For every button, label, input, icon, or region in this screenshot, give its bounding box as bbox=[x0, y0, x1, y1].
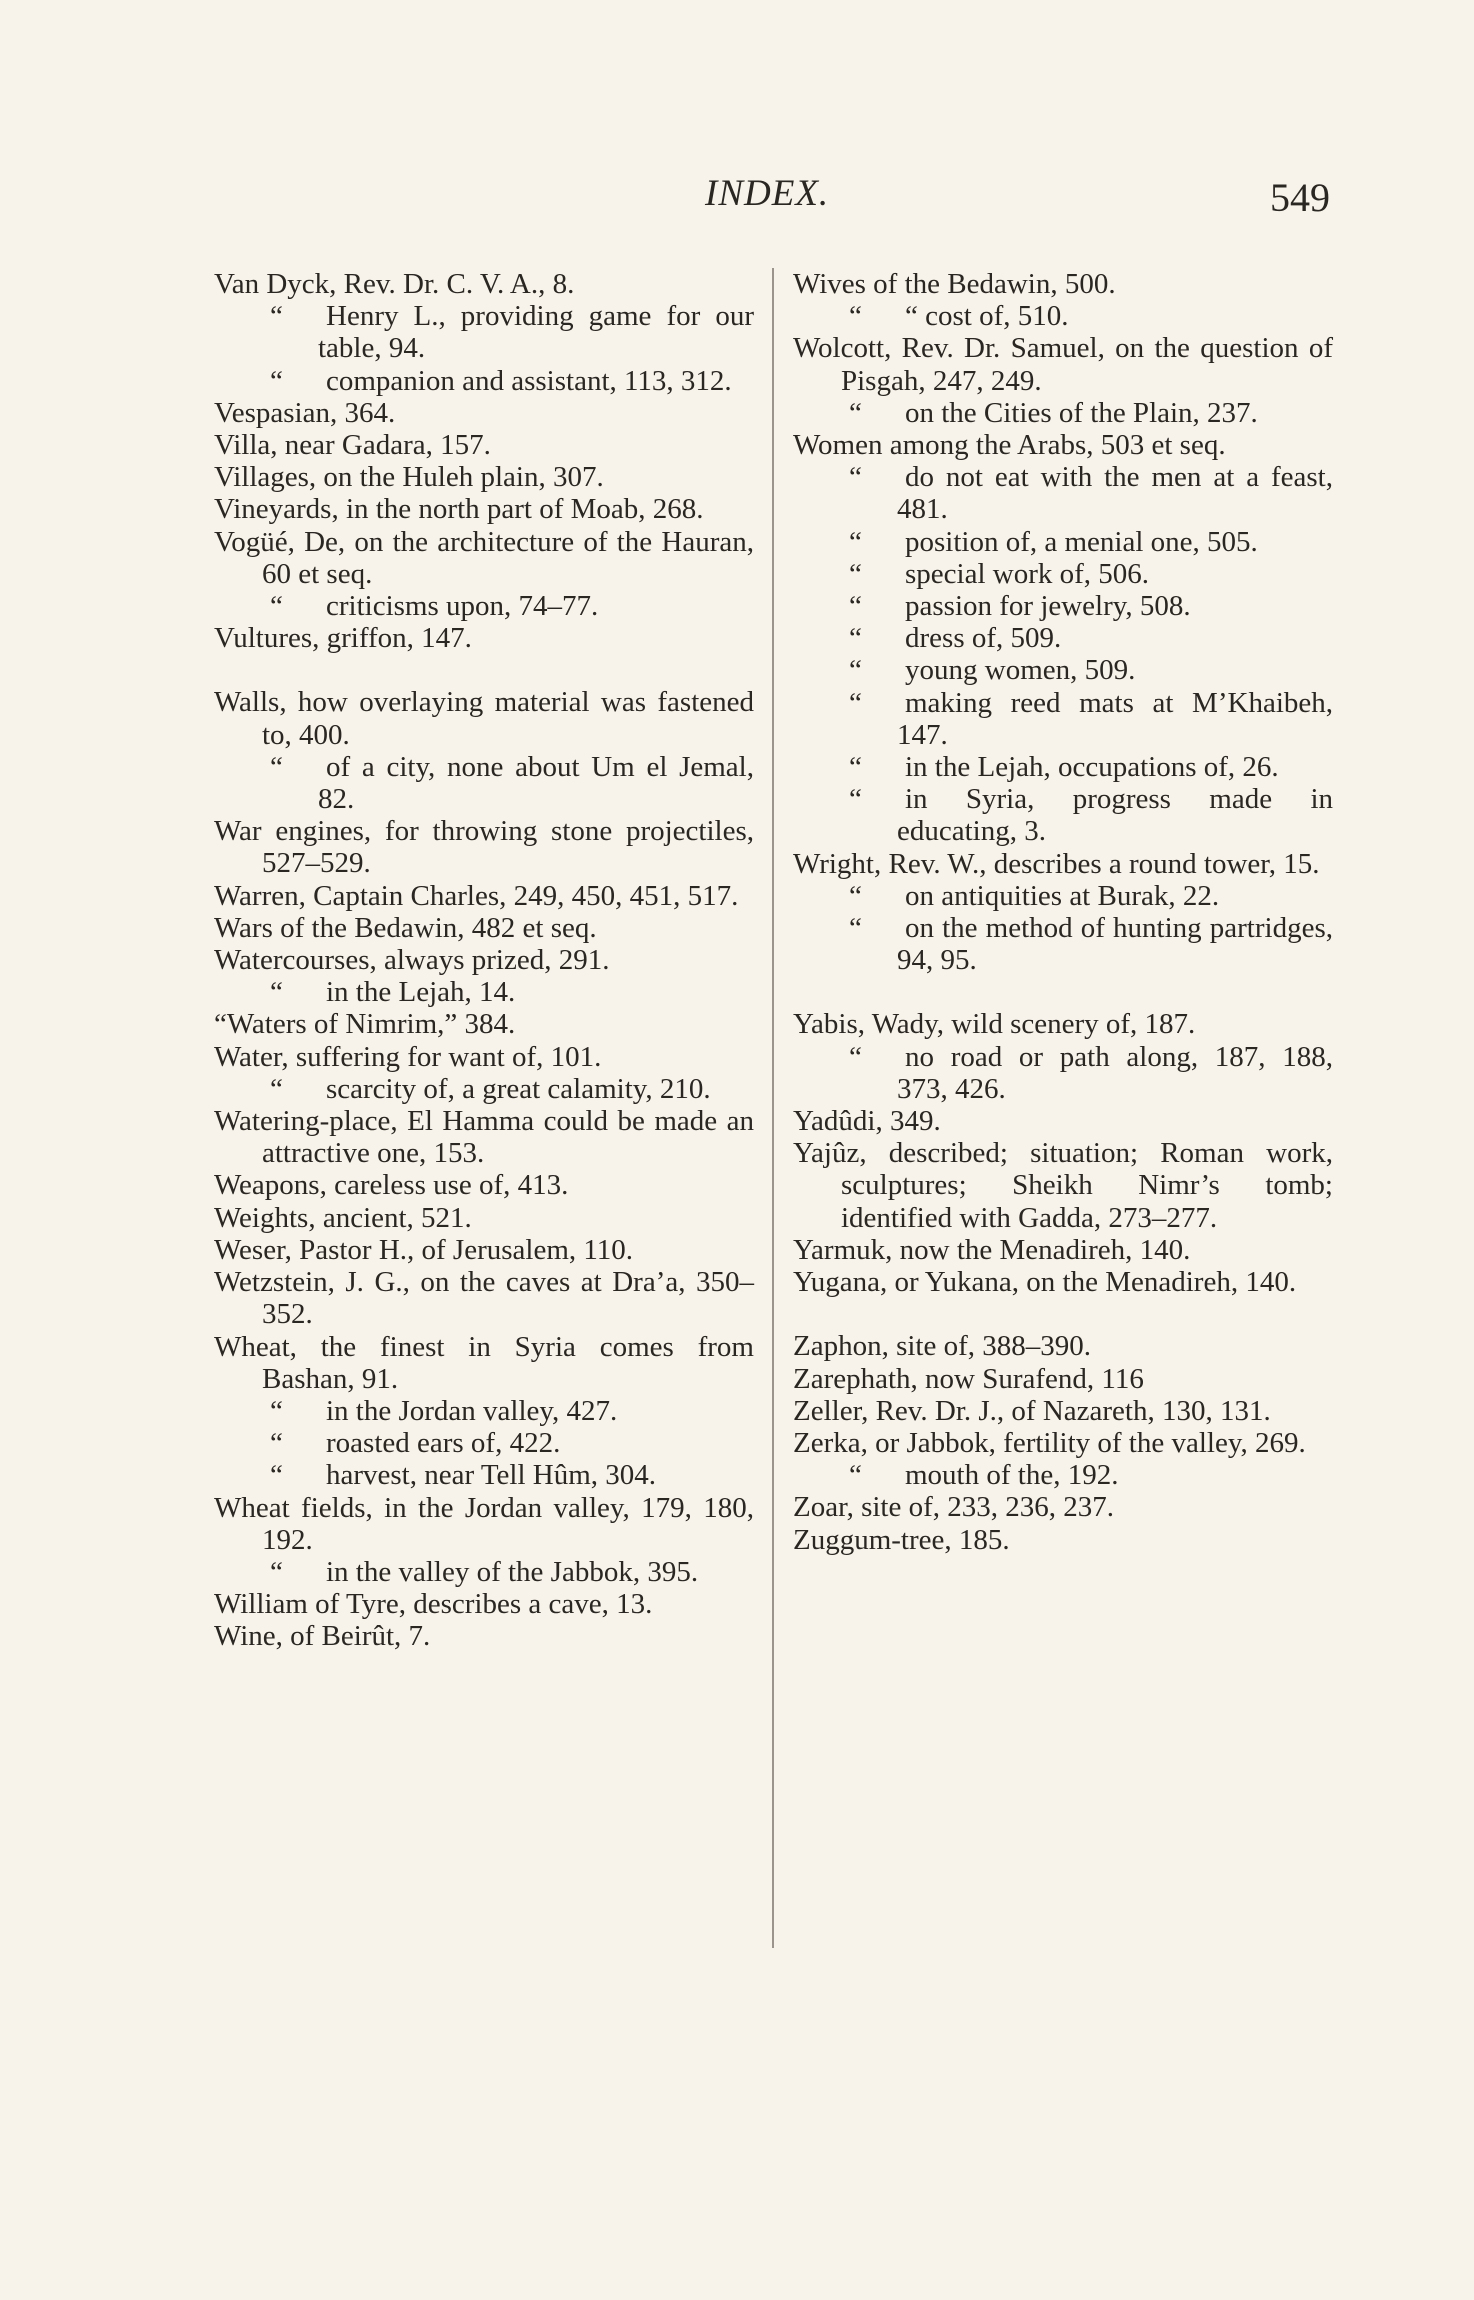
index-entry bbox=[793, 1491, 1333, 1523]
entry-text: Yabis, Wady, wild scenery of, 187. bbox=[793, 1008, 1196, 1041]
index-subentry bbox=[793, 687, 1333, 751]
entry-text: Wheat fields, in the Jordan valley, 179, 180, 192. bbox=[214, 1491, 754, 1556]
index-subentry bbox=[793, 751, 1333, 783]
entry-text: mouth of the, 192. bbox=[905, 1459, 1119, 1492]
entry-text: companion and assistant, 113, 312. bbox=[326, 364, 732, 397]
ditto-mark: “ bbox=[849, 525, 862, 558]
index-subentry bbox=[214, 976, 754, 1008]
entry-text: Wives of the Bedawin, 500. bbox=[793, 268, 1116, 300]
index-subentry bbox=[214, 1427, 754, 1459]
index-subentry bbox=[214, 1556, 754, 1588]
entry-text: Weights, ancient, 521. bbox=[214, 1201, 472, 1234]
section-gap bbox=[214, 654, 754, 686]
index-entry bbox=[214, 429, 754, 461]
entry-text: “ cost of, 510. bbox=[905, 300, 1069, 333]
entry-text: criticisms upon, 74–77. bbox=[326, 590, 599, 623]
index-subentry bbox=[793, 590, 1333, 622]
index-subentry bbox=[214, 1073, 754, 1105]
entry-text: Watering-place, El Hamma could be made an attractive one, 153. bbox=[214, 1105, 754, 1170]
entry-text: Weser, Pastor H., of Jerusalem, 110. bbox=[214, 1233, 634, 1266]
entry-text: Yajûz, described; situation; Roman work, sculptures; Sheikh Nimr’s tomb; identified with Gadda, 273–277. bbox=[793, 1137, 1333, 1234]
index-column-right bbox=[793, 268, 1333, 1556]
index-entry bbox=[793, 268, 1333, 300]
index-subentry bbox=[214, 751, 754, 815]
index-subentry bbox=[793, 912, 1333, 976]
entry-text: William of Tyre, describes a cave, 13. bbox=[214, 1588, 653, 1621]
index-entry bbox=[793, 1330, 1333, 1362]
ditto-mark: “ bbox=[270, 1394, 283, 1427]
entry-text: Walls, how overlaying material was fastened to, 400. bbox=[214, 686, 754, 751]
index-subentry bbox=[214, 365, 754, 397]
index-subentry bbox=[793, 558, 1333, 590]
index-column-left bbox=[214, 268, 754, 1653]
index-entry bbox=[214, 397, 754, 429]
index-entry bbox=[793, 332, 1333, 396]
ditto-mark: “ bbox=[849, 461, 862, 494]
entry-text: Yadûdi, 349. bbox=[793, 1105, 941, 1138]
section-gap bbox=[793, 976, 1333, 1008]
index-entry bbox=[793, 429, 1333, 461]
entry-text: Vineyards, in the north part of Moab, 268. bbox=[214, 493, 704, 526]
ditto-mark: “ bbox=[849, 622, 862, 655]
index-entry bbox=[793, 1395, 1333, 1427]
entry-text: no road or path along, 187, 188, 373, 426. bbox=[897, 1040, 1333, 1105]
ditto-mark: “ bbox=[270, 590, 283, 623]
entry-text: Zoar, site of, 233, 236, 237. bbox=[793, 1491, 1115, 1524]
ditto-mark: “ bbox=[849, 300, 862, 333]
entry-text: in the valley of the Jabbok, 395. bbox=[326, 1555, 699, 1588]
running-title: INDEX. bbox=[705, 173, 830, 214]
entry-text: harvest, near Tell Hûm, 304. bbox=[326, 1459, 657, 1492]
index-subentry bbox=[793, 526, 1333, 558]
column-divider bbox=[772, 268, 774, 1948]
entry-text: Wetzstein, J. G., on the caves at Dra’a, 350–352. bbox=[214, 1266, 754, 1331]
entry-text: Wine, of Beirût, 7. bbox=[214, 1620, 431, 1653]
entry-text: Warren, Captain Charles, 249, 450, 451, 517. bbox=[214, 879, 739, 912]
ditto-mark: “ bbox=[270, 750, 283, 783]
entry-text: in the Lejah, 14. bbox=[326, 976, 516, 1009]
ditto-mark: “ bbox=[849, 1040, 862, 1073]
index-subentry bbox=[214, 590, 754, 622]
index-entry bbox=[793, 1234, 1333, 1266]
entry-text: dress of, 509. bbox=[905, 622, 1062, 655]
entry-text: scarcity of, a great calamity, 210. bbox=[326, 1072, 711, 1105]
index-entry bbox=[214, 493, 754, 525]
entry-text: Vultures, griffon, 147. bbox=[214, 622, 472, 655]
page-header bbox=[0, 168, 1474, 228]
entry-text: Vespasian, 364. bbox=[214, 396, 396, 429]
section-gap bbox=[793, 1298, 1333, 1330]
index-entry bbox=[214, 1331, 754, 1395]
entry-text: Weapons, careless use of, 413. bbox=[214, 1169, 569, 1202]
index-subentry bbox=[214, 300, 754, 364]
ditto-mark: “ bbox=[849, 654, 862, 687]
index-entry bbox=[214, 526, 754, 590]
entry-text: making reed mats at M’Khaibeh, 147. bbox=[897, 686, 1333, 751]
entry-text: on the Cities of the Plain, 237. bbox=[905, 396, 1258, 429]
index-subentry bbox=[793, 1041, 1333, 1105]
ditto-mark: “ bbox=[849, 783, 862, 816]
index-entry bbox=[793, 1427, 1333, 1459]
index-entry bbox=[214, 1588, 754, 1620]
ditto-mark: “ bbox=[270, 1072, 283, 1105]
index-entry bbox=[793, 1105, 1333, 1137]
index-subentry bbox=[793, 654, 1333, 686]
entry-text: on the method of hunting partridges, 94, 95. bbox=[897, 912, 1333, 977]
entry-text: Zarephath, now Surafend, 116 bbox=[793, 1362, 1144, 1395]
entry-text: Zeller, Rev. Dr. J., of Nazareth, 130, 131. bbox=[793, 1394, 1271, 1427]
index-entry bbox=[793, 1363, 1333, 1395]
ditto-mark: “ bbox=[849, 1459, 862, 1492]
index-entry bbox=[793, 1137, 1333, 1234]
entry-text: Yugana, or Yukana, on the Menadireh, 140. bbox=[793, 1266, 1297, 1299]
index-entry bbox=[793, 1008, 1333, 1040]
index-subentry bbox=[793, 397, 1333, 429]
index-entry bbox=[214, 912, 754, 944]
index-entry bbox=[214, 880, 754, 912]
entry-text: Zaphon, site of, 388–390. bbox=[793, 1330, 1092, 1363]
index-entry bbox=[214, 1169, 754, 1201]
entry-text: War engines, for throwing stone projectiles, 527–529. bbox=[214, 815, 754, 880]
entry-text: in the Jordan valley, 427. bbox=[326, 1394, 618, 1427]
index-entry bbox=[214, 622, 754, 654]
entry-text: Wright, Rev. W., describes a round tower, 15. bbox=[793, 847, 1320, 880]
index-entry bbox=[214, 1008, 754, 1040]
entry-text: “Waters of Nimrim,” 384. bbox=[214, 1008, 516, 1041]
entry-text: Van Dyck, Rev. Dr. C. V. A., 8. bbox=[214, 268, 575, 300]
entry-text: Zerka, or Jabbok, fertility of the valley, 269. bbox=[793, 1426, 1306, 1459]
ditto-mark: “ bbox=[849, 590, 862, 623]
ditto-mark: “ bbox=[270, 976, 283, 1009]
entry-text: Yarmuk, now the Menadireh, 140. bbox=[793, 1233, 1191, 1266]
index-entry bbox=[214, 944, 754, 976]
index-subentry bbox=[793, 300, 1333, 332]
index-subentry bbox=[793, 880, 1333, 912]
index-entry bbox=[214, 1620, 754, 1652]
entry-text: roasted ears of, 422. bbox=[326, 1427, 561, 1460]
entry-text: special work of, 506. bbox=[905, 557, 1150, 590]
index-subentry bbox=[214, 1395, 754, 1427]
index-entry bbox=[214, 1202, 754, 1234]
entry-text: in the Lejah, occupations of, 26. bbox=[905, 751, 1279, 784]
ditto-mark: “ bbox=[849, 396, 862, 429]
ditto-mark: “ bbox=[849, 912, 862, 945]
ditto-mark: “ bbox=[849, 686, 862, 719]
index-entry bbox=[214, 268, 754, 300]
entry-text: do not eat with the men at a feast, 481. bbox=[897, 461, 1333, 526]
entry-text: Wars of the Bedawin, 482 et seq. bbox=[214, 911, 597, 944]
ditto-mark: “ bbox=[849, 751, 862, 784]
ditto-mark: “ bbox=[270, 1555, 283, 1588]
entry-text: Vogüé, De, on the architecture of the Hauran, 60 et seq. bbox=[214, 525, 754, 590]
entry-text: passion for jewelry, 508. bbox=[905, 590, 1191, 623]
entry-text: Henry L., providing game for our table, 94. bbox=[318, 300, 754, 365]
entry-text: Villages, on the Huleh plain, 307. bbox=[214, 461, 604, 494]
index-subentry bbox=[214, 1459, 754, 1491]
entry-text: Zuggum-tree, 185. bbox=[793, 1523, 1010, 1556]
index-entry bbox=[214, 1234, 754, 1266]
index-subentry bbox=[793, 783, 1333, 847]
index-entry bbox=[214, 1492, 754, 1556]
entry-text: young women, 509. bbox=[905, 654, 1136, 687]
entry-text: Wolcott, Rev. Dr. Samuel, on the question of Pisgah, 247, 249. bbox=[793, 332, 1333, 397]
ditto-mark: “ bbox=[270, 1427, 283, 1460]
index-subentry bbox=[793, 1459, 1333, 1491]
entry-text: of a city, none about Um el Jemal, 82. bbox=[318, 750, 754, 816]
ditto-mark: “ bbox=[270, 1459, 283, 1492]
index-entry bbox=[214, 461, 754, 493]
index-entry bbox=[214, 1041, 754, 1073]
entry-text: Water, suffering for want of, 101. bbox=[214, 1040, 602, 1073]
entry-text: in Syria, progress made in educating, 3. bbox=[897, 783, 1333, 848]
page-number: 549 bbox=[1270, 175, 1330, 220]
entry-text: position of, a menial one, 505. bbox=[905, 525, 1258, 558]
entry-text: Watercourses, always prized, 291. bbox=[214, 944, 610, 977]
entry-text: on antiquities at Burak, 22. bbox=[905, 879, 1220, 912]
ditto-mark: “ bbox=[849, 879, 862, 912]
index-entry bbox=[214, 815, 754, 879]
index-subentry bbox=[793, 461, 1333, 525]
entry-text: Villa, near Gadara, 157. bbox=[214, 429, 491, 462]
index-entry bbox=[793, 848, 1333, 880]
ditto-mark: “ bbox=[270, 364, 283, 397]
entry-text: Wheat, the finest in Syria comes from Bashan, 91. bbox=[214, 1330, 754, 1395]
ditto-mark: “ bbox=[849, 557, 862, 590]
ditto-mark: “ bbox=[270, 300, 283, 333]
index-entry bbox=[793, 1524, 1333, 1556]
index-entry bbox=[214, 1266, 754, 1330]
index-subentry bbox=[793, 622, 1333, 654]
index-entry bbox=[214, 1105, 754, 1169]
index-entry bbox=[793, 1266, 1333, 1298]
entry-text: Women among the Arabs, 503 et seq. bbox=[793, 429, 1226, 462]
index-entry bbox=[214, 686, 754, 750]
